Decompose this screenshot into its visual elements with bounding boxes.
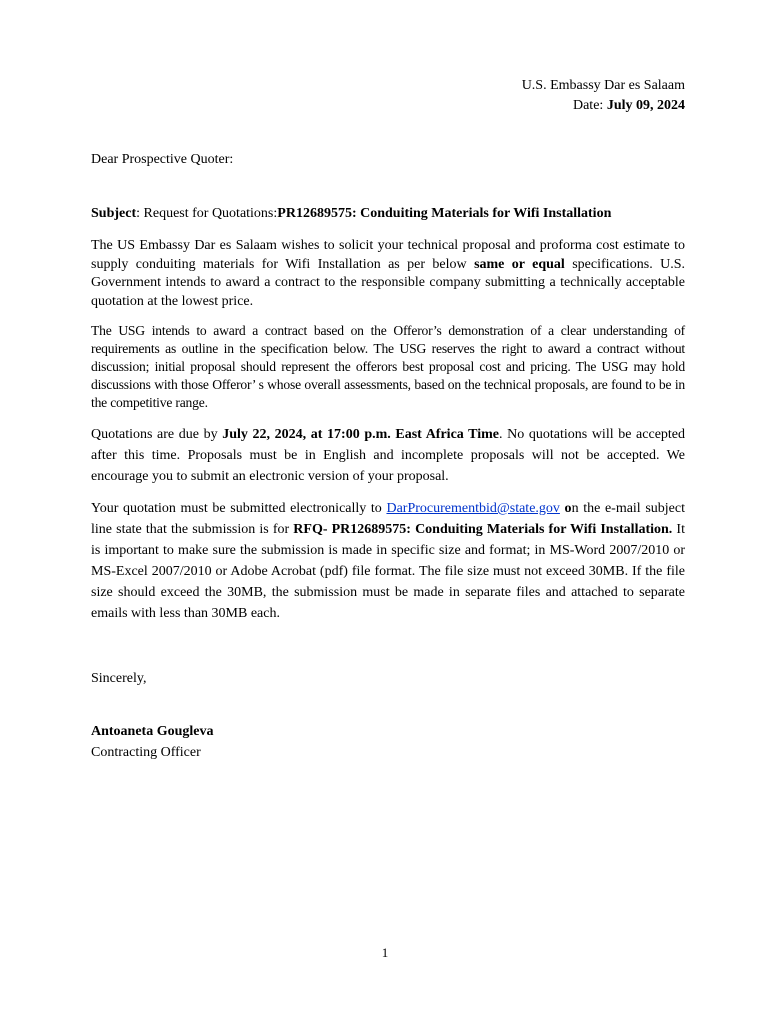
para4-text-a: Your quotation must be submitted electronically to (91, 501, 387, 516)
signer-title: Contracting Officer (91, 745, 201, 760)
para1-text-b: specifications. U.S. Government intends to award a contract to the responsible company submitting a technically acceptable quotation at the lowest price. (91, 256, 686, 309)
para4-text-d: It is important to make sure the submission is made in specific size and format; in MS-Word 2007/2010 or MS-Excel 2007/2010 or Adobe Acrobat (pdf) file format. The file size must not exceed 30MB. If the file size should exceed the 30MB, the submission must be made in separate files and attached to separate emails with less than 30MB each. (91, 522, 685, 621)
letter-date (522, 96, 685, 116)
para1-text-a: The US Embassy Dar es Salaam wishes to solicit your technical proposal and proforma cost estimate to supply conduiting materials for Wifi Installation as per below (91, 238, 685, 272)
subject-line (91, 204, 685, 224)
para3-text-a: Quotations are due by (91, 427, 223, 442)
date-value: July 09, 2024 (606, 98, 685, 113)
page-number: 1 (381, 945, 389, 960)
para3-text-b: . No quotations will be accepted after this time. Proposals must be in English and incomplete proposals will not be accepted. We encourage you to submit an electronic version of your proposal. (91, 427, 686, 484)
signer-name: Antoaneta Gougleva (91, 724, 214, 739)
para1-bold: same or equal (474, 256, 565, 272)
paragraph-submission (91, 498, 685, 624)
paragraph-due-date (91, 424, 685, 487)
procurement-email-link[interactable]: DarProcurementbid@state.gov (386, 501, 560, 516)
salutation: Dear Prospective Quoter: (91, 152, 234, 167)
para4-rfq-title: RFQ- PR12689575: Conduiting Materials for Wifi Installation. (293, 522, 673, 537)
subject-title: PR12689575: Conduiting Materials for Wifi Installation (277, 206, 612, 221)
paragraph-award: The USG intends to award a contract based on the Offeror’s demonstration of a clear understanding of requirements as outline in the specification below. The USG reserves the right to award a contract without discussion; initial proposal should represent the offerors best proposal cost and pricing. The USG may hold discussions with those Offeror’ s whose overall assessments, based on the technical proposals, are found to be in the competitive range. (91, 323, 685, 410)
embassy-name: U.S. Embassy Dar es Salaam (521, 78, 685, 93)
paragraph-intro (91, 237, 685, 311)
closing: Sincerely, (91, 671, 147, 686)
letter-header (522, 76, 685, 116)
para4-text-c: n the e-mail subject line state that the submission is for (91, 501, 685, 537)
date-label: Date: (572, 98, 607, 113)
para3-due-date: July 22, 2024, at 17:00 p.m. East Africa Time (222, 427, 500, 442)
para4-bold-o: o (559, 501, 572, 516)
subject-label: Subject (91, 206, 137, 221)
subject-text: : Request for Quotations: (136, 206, 278, 221)
signature-block (91, 721, 685, 763)
